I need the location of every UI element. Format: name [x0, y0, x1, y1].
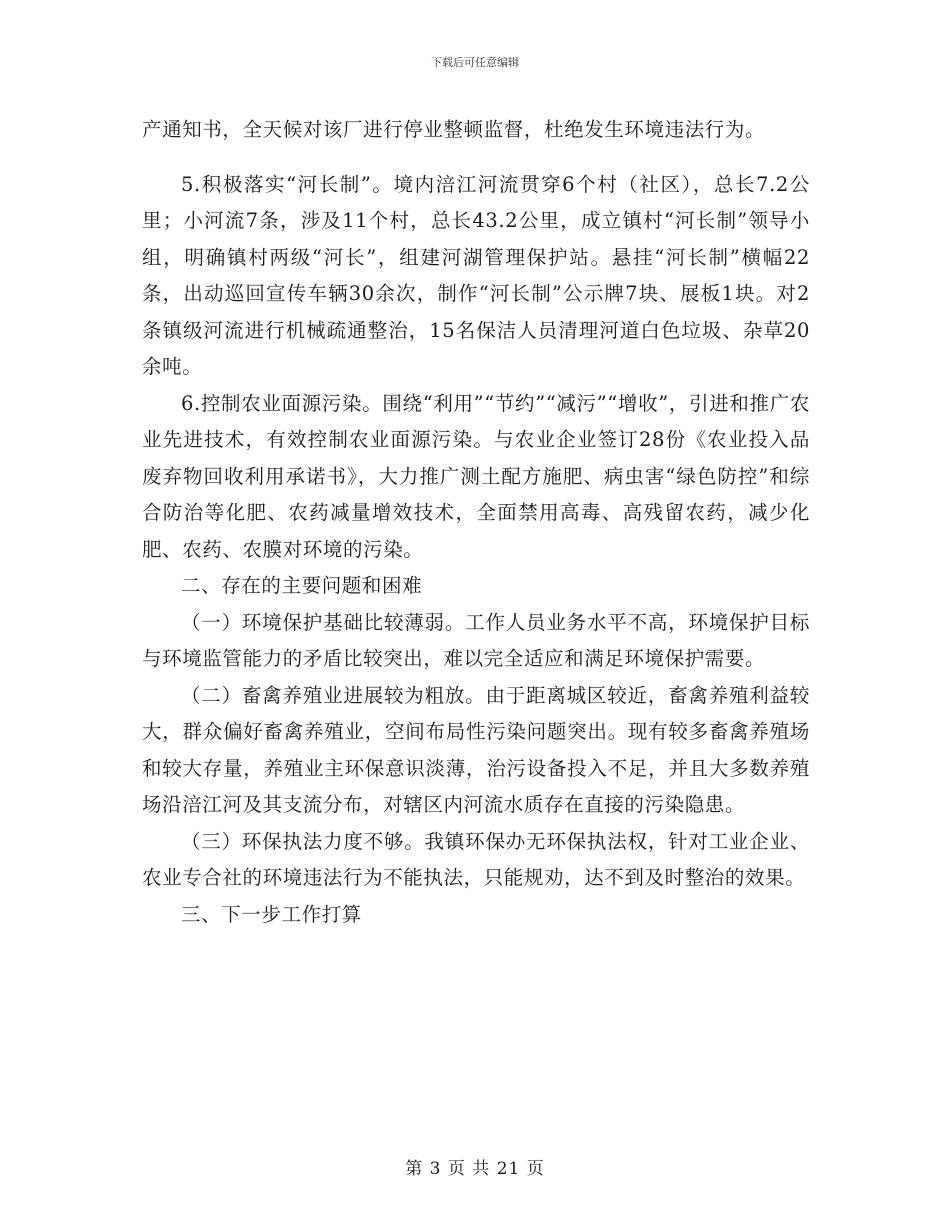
document-body: [142, 112, 810, 933]
paragraph-problem-3: （三）环保执法力度不够。我镇环保办无环保执法权，针对工业企业、农业专合社的环境违法行为不能执法，只能规劝，达不到及时整治的效果。: [142, 829, 810, 889]
paragraph-problem-2: （二）畜禽养殖业进展较为粗放。由于距离城区较近，畜禽养殖利益较大，群众偏好畜禽养殖业，空间布局性污染问题突出。现有较多畜禽养殖场和较大存量，养殖业主环保意识淡薄，治污设备投入不足，并且大多数养殖场沿涪江河及其支流分布，对辖区内河流水质存在直接的污染隐患。: [142, 683, 810, 816]
paragraph-river-chief: 5.积极落实“河长制”。境内涪江河流贯穿6个村（社区），总长7.2公里；小河流7条，涉及11个村，总长43.2公里，成立镇村“河长制”领导小组，明确镇村两级“河长”，组建河湖管理保护站。悬挂“河长制”横幅22条，出动巡回宣传车辆30余次，制作“河长制”公示牌7块、展板1块。对2条镇级河流进行机械疏通整治，15名保洁人员清理河道白色垃圾、杂草20余吨。: [142, 172, 810, 378]
page-number: 第 3 页 共 21 页: [405, 1159, 545, 1179]
paragraph-continuation: 产通知书，全天候对该厂进行停业整顿监督，杜绝发生环境违法行为。: [142, 118, 766, 141]
paragraph-problem-1: （一）环境保护基础比较薄弱。工作人员业务水平不高，环境保护目标与环境监管能力的矛盾比较突出，难以完全适应和满足环境保护需要。: [142, 610, 810, 670]
section-heading-problems: 二、存在的主要问题和困难: [181, 574, 423, 597]
paragraph-agri-pollution: 6.控制农业面源污染。围绕“利用”“节约”“减污”“增收”，引进和推广农业先进技术，有效控制农业面源污染。与农业企业签订28份《农业投入品废弃物回收利用承诺书》，大力推广测土配方施肥、病虫害“绿色防控”和综合防治等化肥、农药减量增效技术，全面禁用高毒、高残留农药，减少化肥、农药、农膜对环境的污染。: [142, 391, 810, 561]
section-heading-next-steps: 三、下一步工作打算: [181, 902, 362, 926]
page-header-note: 下载后可任意编辑: [431, 56, 519, 69]
